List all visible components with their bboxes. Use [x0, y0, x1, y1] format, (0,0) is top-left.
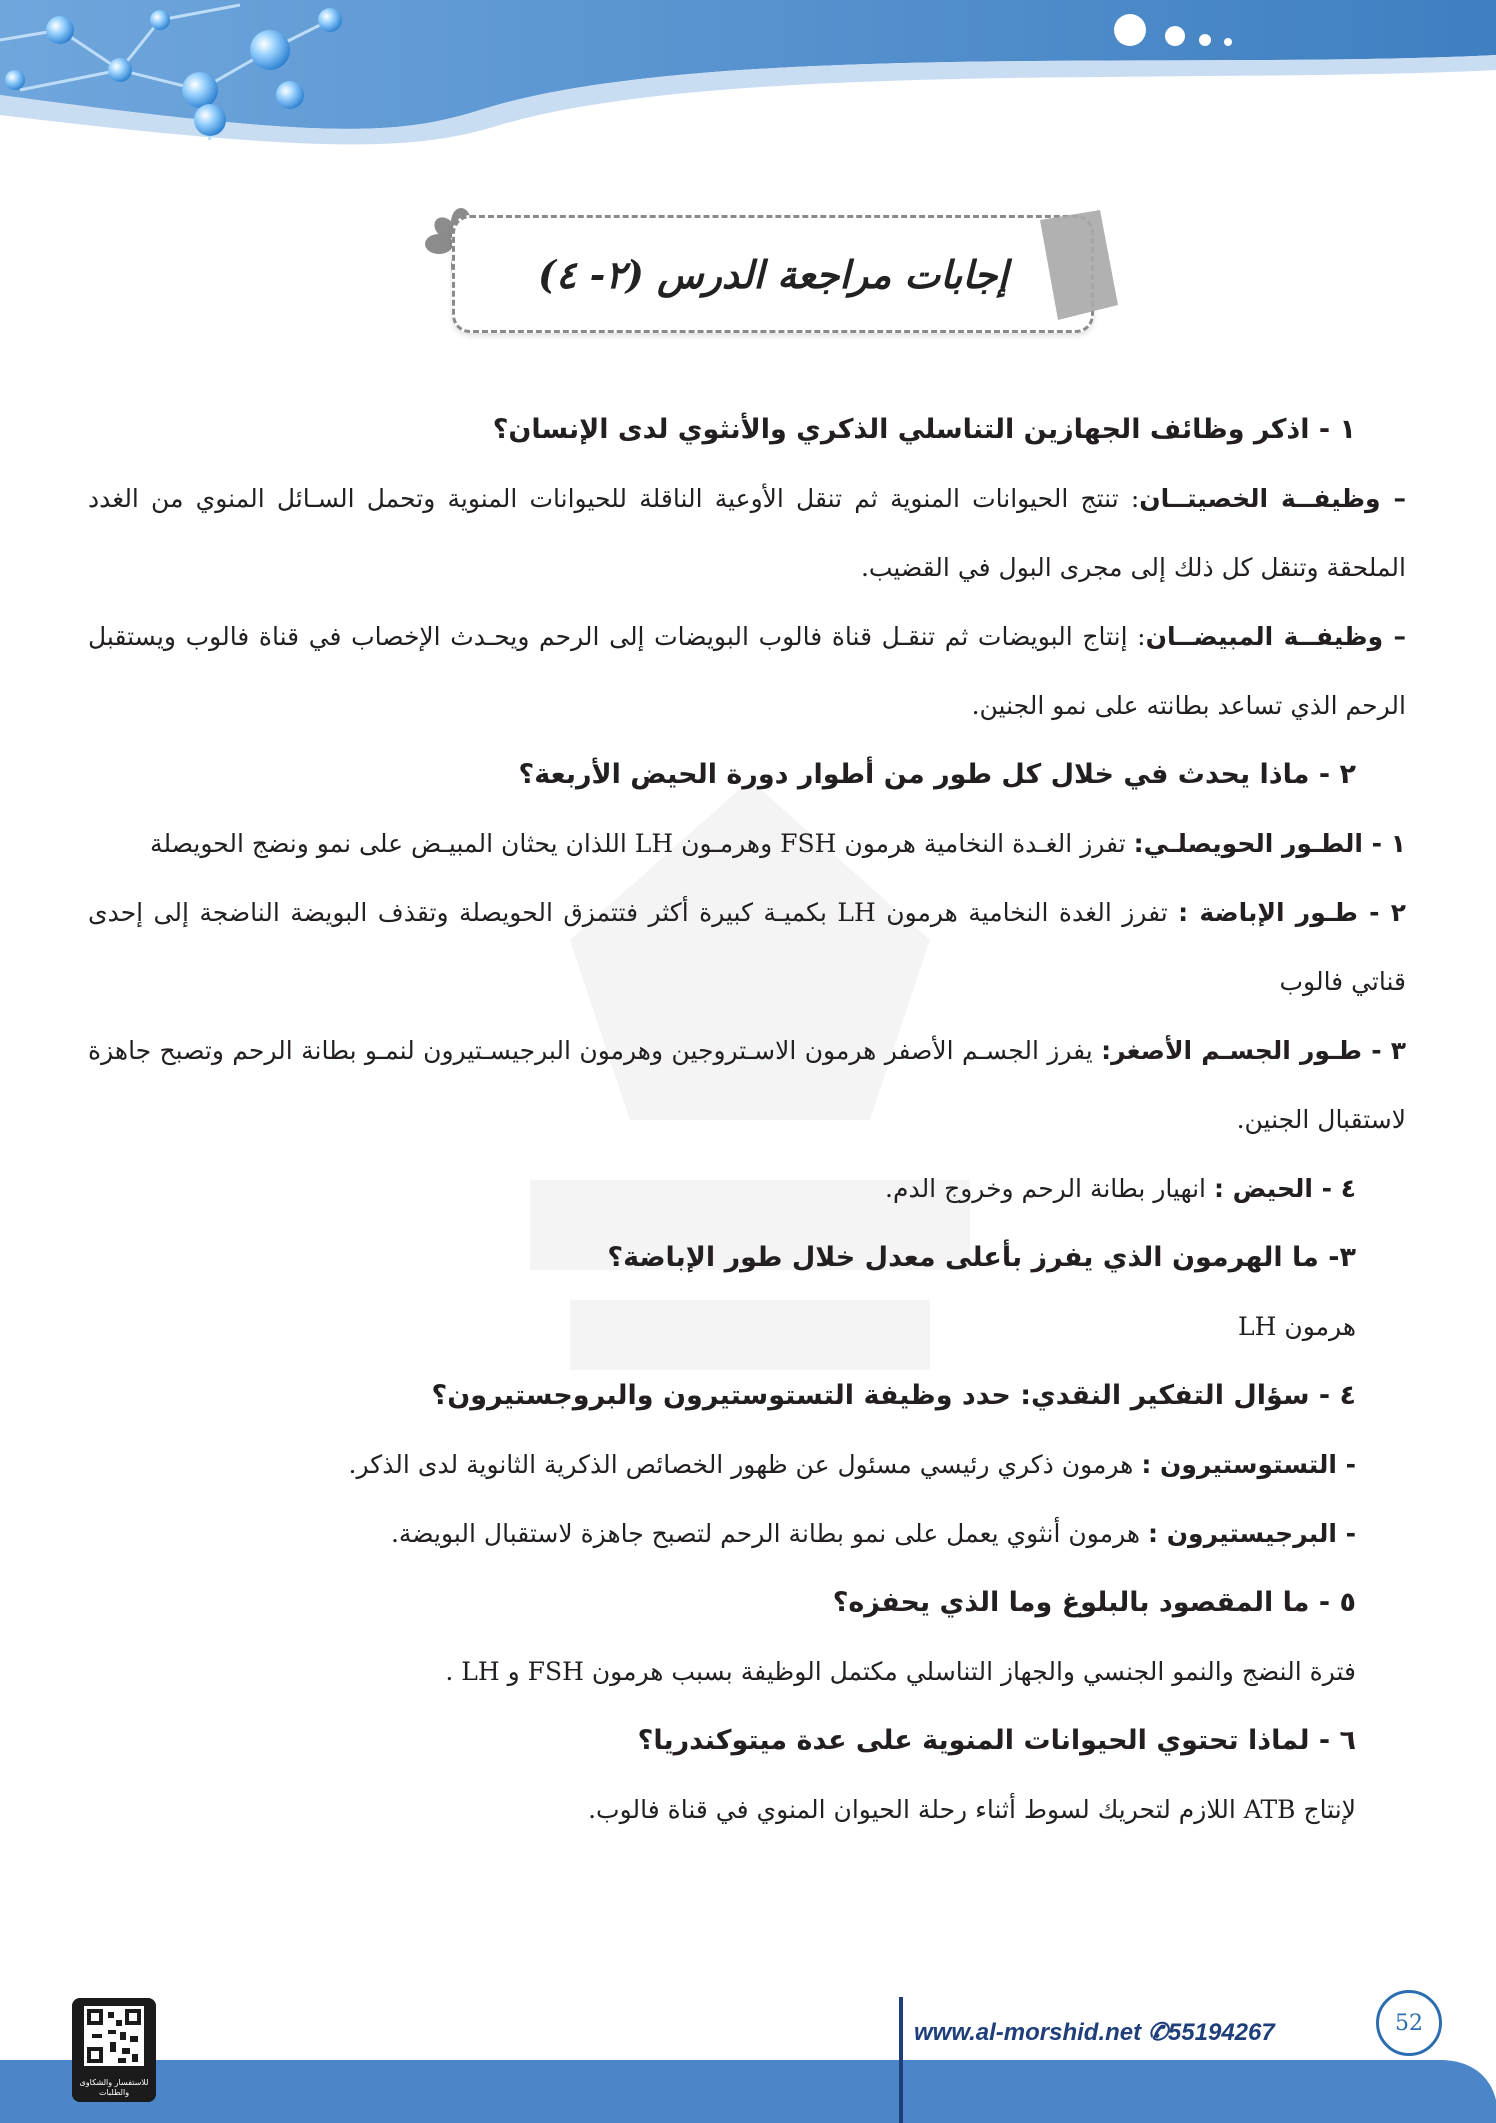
question-1: ١ - اذكر وظائف الجهازين التناسلي الذكري والأنثوي لدى الإنسان؟ [492, 414, 1356, 445]
answer-2-stage-1 [88, 809, 1406, 878]
qr-caption: للاستفسار والشكاوى والطلبات [79, 2078, 149, 2097]
answer-1b-text: : إنتاج البويضات ثم تنقـل قناة فالوب البويضات إلى الرحم ويحـدث الإخصاب في قناة فالوب ويستقبل الرحم الذي تساعد بطانته على نمو الجنين. [88, 622, 1406, 720]
answer-1a-label: – وظيفــة الخصيتــان [1139, 484, 1406, 513]
answer-1b-label: – وظيفــة المبيضــان [1145, 622, 1407, 651]
stage-1-text: تفرز الغـدة النخامية هرمون FSH وهرمـون LH اللذان يحثان المبيـض على نمو ونضج الحويصلة [150, 829, 1134, 858]
answer-4a-label: - التستوستيرون : [1141, 1450, 1356, 1479]
answer-3: هرمون LH [1238, 1312, 1356, 1341]
answer-5: فترة النضج والنمو الجنسي والجهاز التناسلي مكتمل الوظيفة بسبب هرمون FSH و LH . [445, 1657, 1356, 1686]
question-2: ٢ - ماذا يحدث في خلال كل طور من أطوار دورة الحيض الأربعة؟ [518, 759, 1356, 790]
footer-contact [914, 2018, 1275, 2047]
stage-3-label: ٣ - طـور الجسـم الأصغر: [1101, 1036, 1406, 1065]
answer-4b-label: - البرجيستيرون : [1148, 1519, 1356, 1548]
answer-2-stage-3 [88, 1016, 1406, 1154]
answer-4a-text: هرمون ذكري رئيسي مسئول عن ظهور الخصائص الذكرية الثانوية لدى الذكر. [348, 1450, 1142, 1479]
question-5: ٥ - ما المقصود بالبلوغ وما الذي يحفزه؟ [832, 1587, 1356, 1618]
answer-2-stage-2 [88, 878, 1406, 1016]
content [88, 395, 1406, 1844]
answer-6: لإنتاج ATB اللازم لتحريك لسوط أثناء رحلة الحيوان المنوي في قناة فالوب. [588, 1795, 1356, 1824]
answer-1a-text: : تنتج الحيوانات المنوية ثم تنقل الأوعية الناقلة للحيوانات المنوية وتحمل السـائل المنوي من الغدد الملحقة وتنقل كل ذلك إلى مجرى البول في القضيب. [88, 484, 1406, 582]
header-band [0, 0, 1496, 160]
answer-1b [88, 602, 1406, 740]
tape-icon [1022, 210, 1118, 320]
question-3: ٣- ما الهرمون الذي يفرز بأعلى معدل خلال طور الإباضة؟ [607, 1242, 1356, 1273]
question-4: ٤ - سؤال التفكير النقدي: حدد وظيفة التستوستيرون والبروجستيرون؟ [431, 1380, 1356, 1411]
phone-number: 55194267 [1167, 2019, 1275, 2046]
answer-4a [88, 1430, 1356, 1499]
answer-4b [88, 1499, 1356, 1568]
stage-2-label: ٢ - طـور الإباضة : [1178, 898, 1407, 927]
stage-1-label: ١ - الطـور الحويصلـي: [1133, 829, 1406, 858]
answer-1a [88, 464, 1406, 602]
question-6: ٦ - لماذا تحتوي الحيوانات المنوية على عدة ميتوكندريا؟ [637, 1725, 1356, 1756]
footer-divider [899, 1997, 903, 2123]
website-link[interactable]: www.al-morshid.net [914, 2019, 1142, 2046]
stage-2-text: تفرز الغدة النخامية هرمون LH بكميـة كبيرة أكثر فتتمزق الحويصلة وتقذف البويضة الناضجة إلى إحدى قناتي فالوب [88, 898, 1406, 996]
stage-4-text: انهيار بطانة الرحم وخروج الدم. [885, 1174, 1214, 1203]
page-number: 52 [1376, 1990, 1442, 2056]
answer-4b-text: هرمون أنثوي يعمل على نمو بطانة الرحم لتصبح جاهزة لاستقبال البويضة. [390, 1519, 1148, 1548]
page-title: إجابات مراجعة الدرس (٢- ٤) [538, 251, 1008, 297]
stage-3-text: يفرز الجسـم الأصفر هرمون الاسـتروجين وهرمون البرجيسـتيرون لنمـو بطانة الرحم وتصبح جاهزة لاستقبال الجنين. [88, 1036, 1406, 1134]
answer-2-stage-4 [88, 1154, 1356, 1223]
stage-4-label: ٤ - الحيض : [1213, 1174, 1356, 1203]
phone-icon: ✆ [1147, 2019, 1168, 2046]
title-box [452, 215, 1094, 333]
